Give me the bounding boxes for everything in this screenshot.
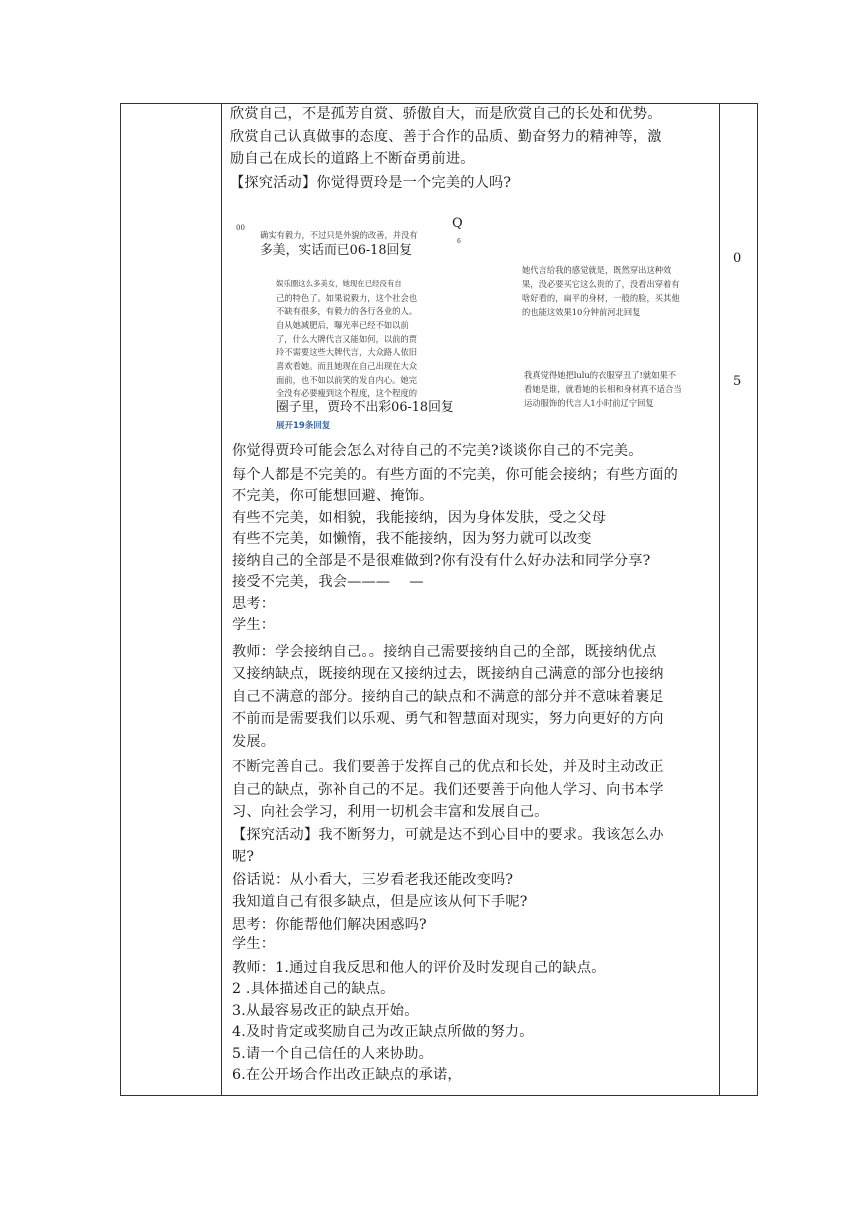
activity-heading: 【探究活动】你觉得贾玲是一个完美的人吗? (230, 175, 512, 191)
paragraph-line: 不断完善自己。我们要善于发挥自己的优点和长处，并及时主动改正 (232, 759, 664, 775)
comment-q-mark: Q (452, 216, 463, 231)
paragraph-line: 每个人都是不完美的。有些方面的不完美，你可能会接纳；有些方面的 (232, 466, 679, 483)
comment-text: 玲不需要这些大牌代言，大众路人依旧 (276, 347, 418, 357)
comment-text: 自从她减肥后，曝光率已经不如以前 (276, 320, 409, 330)
activity-heading: 【探究活动】我不断努力，可就是达不到心目中的要求。我该怎么办 (232, 826, 664, 843)
like-count: 5 (733, 374, 742, 389)
comment-text: 了，什么大牌代言又能如何，以前的贾 (276, 334, 418, 344)
paragraph-line: 习、向社会学习，利用一切机会丰富和发展自己。 (232, 804, 549, 820)
comment-text: 运动服饰的代言人1小时前辽宁回复 (524, 398, 654, 408)
paragraph-line: 接纳自己的全部是不是很难做到?你有没有什么好办法和同学分享? (232, 552, 651, 569)
paragraph-line: 不完美，你可能想回避、掩饰。 (232, 488, 434, 504)
paragraph-line: 4.及时肯定或奖励自己为改正缺点所做的努力。 (232, 1024, 534, 1040)
expand-replies-link[interactable]: 展开19条回复 (276, 421, 331, 431)
paragraph-line: 学生： (232, 936, 276, 952)
paragraph-line: 发展。 (232, 733, 276, 750)
paragraph-line: 3.从最容易改正的缺点开始。 (232, 1002, 419, 1019)
paragraph-line: 有些不完美，如相貌，我能接纳，因为身体发肤，受之父母 (232, 509, 607, 526)
comment-sub: 6 (457, 238, 461, 245)
paragraph-line: 又接纳缺点，既接纳现在又接纳过去，既接纳自己满意的部分也接纳 (232, 666, 664, 682)
paragraph-line: 5.请一个自己信任的人来协助。 (232, 1045, 433, 1062)
paragraph-line: 6.在公开场合作出改正缺点的承诺， (232, 1067, 462, 1083)
paragraph-line: 思考： (232, 595, 276, 612)
paragraph-line: 接受不完美，我会——— — (232, 574, 424, 590)
comment-text: 娱乐圈这么多美女，她现在已经没有自 (276, 279, 402, 288)
paragraph-line: 俗话说：从小看大，三岁看老我还能改变吗? (232, 871, 514, 888)
paragraph-line: 励自己在成长的道路上不断奋勇前进。 (230, 151, 475, 167)
comment-text: 的也能这效果10分钟前河北回复 (522, 307, 641, 317)
section-two (232, 441, 678, 1087)
comment-text: 果，没必要买它这么贵的了，没看出穿着有 (522, 279, 680, 289)
paragraph-line: 教师：学会接纳自己。。接纳自己需要接纳自己的全部，既接纳优点 (232, 643, 657, 660)
comment-text: 不缺有很多，有毅力的各行各业的人。 (276, 306, 418, 316)
paragraph-line: 欣赏自己，不是孤芳自赏、骄傲自大，而是欣赏自己的长处和优势。 (230, 106, 662, 122)
comment-marker: 00 (236, 224, 245, 232)
comment-text: 啥好看的，扁平的身材，一般的脸，买其他 (522, 293, 680, 303)
paragraph-line: 我知道自己有很多缺点，但是应该从何下手呢? (232, 894, 528, 910)
paragraph-line: 你觉得贾玲可能会怎么对待自己的不完美?谈谈你自己的不完美。 (232, 443, 643, 459)
comment-text: 面前，也不如以前笑的发自内心。她完 (276, 375, 418, 385)
comment-text: 多美，实话而已06-18回复 (260, 243, 413, 258)
paragraph-line: 自己不满意的部分。接纳自己的缺点和不满意的部分并不意味着裹足 (232, 688, 664, 705)
comment-text: 全没有必要瘦到这个程度，这个程度的 (276, 388, 418, 398)
paragraph-line: 不前而是需要我们以乐观、勇气和智慧面对现实，努力向更好的方向 (232, 711, 664, 727)
paragraph-line: 自己的缺点，弥补自己的不足。我们还要善于向他人学习、向书本学 (232, 781, 664, 798)
comment-text: 圈子里，贾玲不出彩06-18回复 (276, 400, 454, 415)
comment-text: 看她是谁，就看她的长相和身材真不适合当 (524, 384, 682, 394)
paragraph-line: 呢? (232, 849, 255, 865)
paragraph-line: 学生： (232, 617, 276, 633)
comment-text: 喜欢看她。而且她现在自己出现在大众 (276, 361, 418, 371)
paragraph-line: 思考：你能帮他们解决困惑吗? (232, 916, 427, 933)
column-divider (719, 104, 720, 1095)
comment-text: 己的特色了。如果说毅力，这个社会也 (276, 293, 418, 303)
paragraph-line: 2 .具体描述自己的缺点。 (232, 981, 395, 997)
comment-text: 她代言给我的感觉就是，既然穿出这种效 (522, 265, 672, 275)
like-count: 0 (733, 251, 742, 266)
comment-text: 我真觉得她把lulu的衣服穿丑了!就如果不 (524, 370, 677, 380)
comment-text: 确实有毅力，不过只是外貌的改善，并没有 (260, 230, 418, 240)
paragraph-line: 有些不完美，如懒惰，我不能接纳，因为努力就可以改变 (232, 531, 592, 547)
paragraph-line: 教师：1.通过自我反思和他人的评价及时发现自己的缺点。 (232, 959, 606, 976)
paragraph-line: 欣赏自己认真做事的态度、善于合作的品质、勤奋努力的精神等，激 (230, 129, 662, 145)
column-divider (221, 104, 222, 1095)
